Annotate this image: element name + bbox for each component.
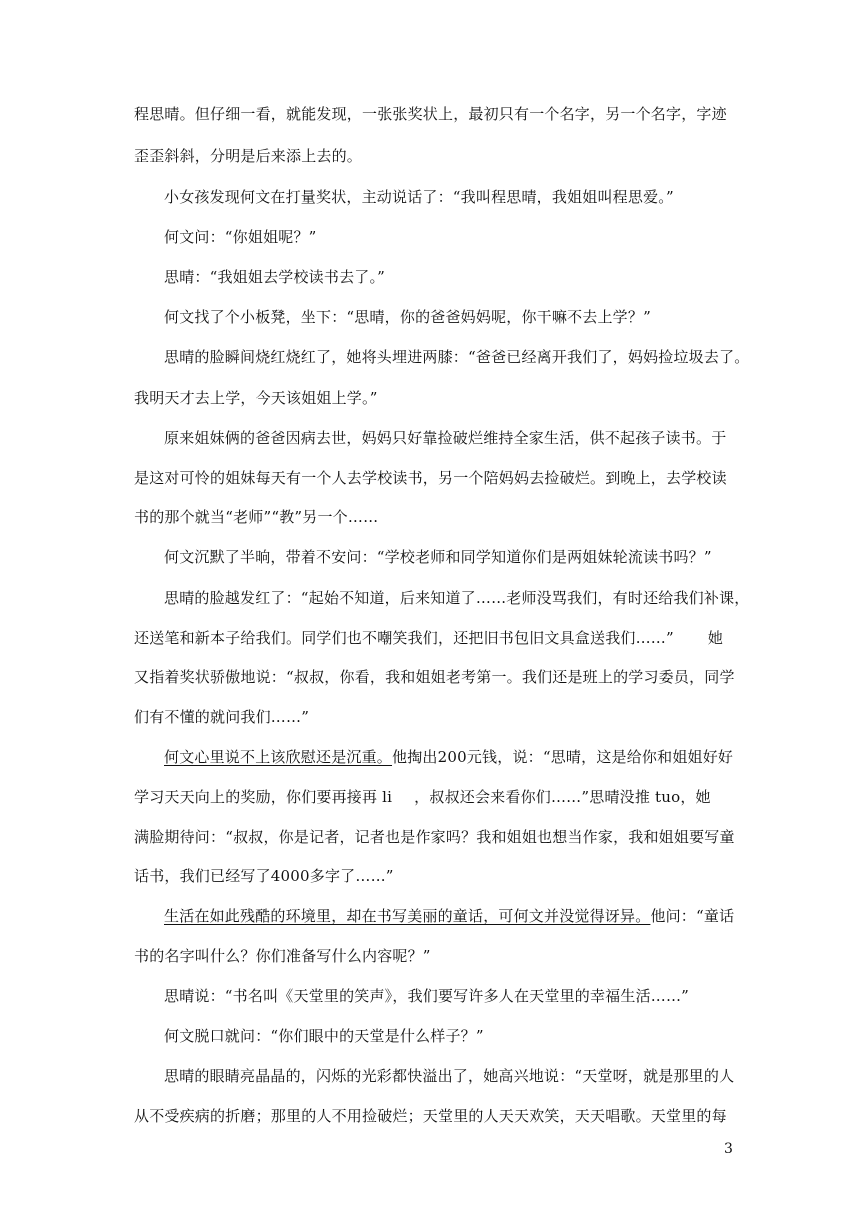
text-line: 原来姐妹俩的爸爸因病去世，妈妈只好靠捡破烂维持全家生活，供不起孩子读书。于: [164, 429, 727, 447]
text-segment: 学习天天向上的奖励，你们要再接再 li: [134, 788, 393, 806]
text-line: 我明天才去上学，今天该姐姐上学。”: [134, 389, 378, 407]
text-segment: 还送笔和新本子给我们。同学们也不嘲笑我们，还把旧书包旧文具盒送我们……”: [134, 629, 674, 647]
underlined-sentence: 生活在如此残酷的环境里，却在书写美丽的童话，可何文并没觉得讶异。: [164, 907, 651, 925]
underlined-sentence: 何文心里说不上该欣慰还是沉重。: [164, 748, 393, 766]
text-segment: 他问：“童话: [650, 907, 735, 925]
text-line: 何文沉默了半晌，带着不安问：“学校老师和同学知道你们是两姐妹轮流读书吗？”: [164, 548, 712, 566]
text-line: [164, 747, 764, 767]
text-line: 书的那个就当“老师”“教”另一个……: [134, 508, 379, 526]
text-line: 思晴的脸瞬间烧红烧红了，她将头埋进两膝：“爸爸已经离开我们了，妈妈捡垃圾去了。: [164, 348, 750, 366]
text-line: 何文找了个小板凳，坐下：“思晴，你的爸爸妈妈呢，你干嘛不去上学？”: [164, 308, 651, 326]
text-line: 思晴说：“书名叫《天堂里的笑声》，我们要写许多人在天堂里的幸福生活……”: [164, 987, 690, 1005]
text-line: 小女孩发现何文在打量奖状，主动说话了：“我叫程思晴，我姐姐叫程思爱。”: [164, 188, 674, 206]
text-segment: 他掏出200元钱，说：“思晴，这是给你和姐姐好好: [392, 748, 734, 766]
text-line: [134, 628, 734, 648]
text-line: 从不受疾病的折磨；那里的人不用捡破烂；天堂里的人天天欢笑，天天唱歌。天堂里的每: [134, 1107, 727, 1125]
text-line: 歪歪斜斜，分明是后来添上去的。: [134, 147, 363, 165]
text-line: 何文问：“你姐姐呢？”: [164, 228, 317, 246]
text-line: [164, 906, 764, 926]
text-line: 又指着奖状骄傲地说：“叔叔，你看，我和姐姐老考第一。我们还是班上的学习委员，同学: [134, 668, 735, 686]
text-line: 程思晴。但仔细一看，就能发现，一张张奖状上，最初只有一个名字，另一个名字，字迹: [134, 105, 727, 123]
text-segment: 她: [707, 629, 724, 647]
text-line: 书的名字叫什么？你们准备写什么内容呢？”: [134, 947, 431, 965]
text-line: 思晴的脸越发红了：“起始不知道，后来知道了……老师没骂我们，有时还给我们补课，: [164, 589, 750, 607]
text-line: 话书，我们已经写了4000多字了……”: [134, 867, 394, 885]
page-number: 3: [724, 1141, 733, 1157]
text-line: 们有不懂的就问我们……”: [134, 708, 310, 726]
text-line: 思晴的眼睛亮晶晶的，闪烁的光彩都快溢出了，她高兴地说：“天堂呀，就是那里的人: [164, 1067, 735, 1085]
text-line: 是这对可怜的姐妹每天有一个人去学校读书，另一个陪妈妈去捡破烂。到晚上，去学校读: [134, 469, 727, 487]
text-segment: ，叔叔还会来看你们……”思晴没推 tuo，她: [414, 788, 711, 806]
text-line: 满脸期待问：“叔叔，你是记者，记者也是作家吗？我和姐姐也想当作家，我和姐姐要写童: [134, 828, 735, 846]
text-line: [134, 787, 734, 807]
text-line: 思晴：“我姐姐去学校读书去了。”: [164, 268, 386, 286]
text-line: 何文脱口就问：“你们眼中的天堂是什么样子？”: [164, 1027, 484, 1045]
